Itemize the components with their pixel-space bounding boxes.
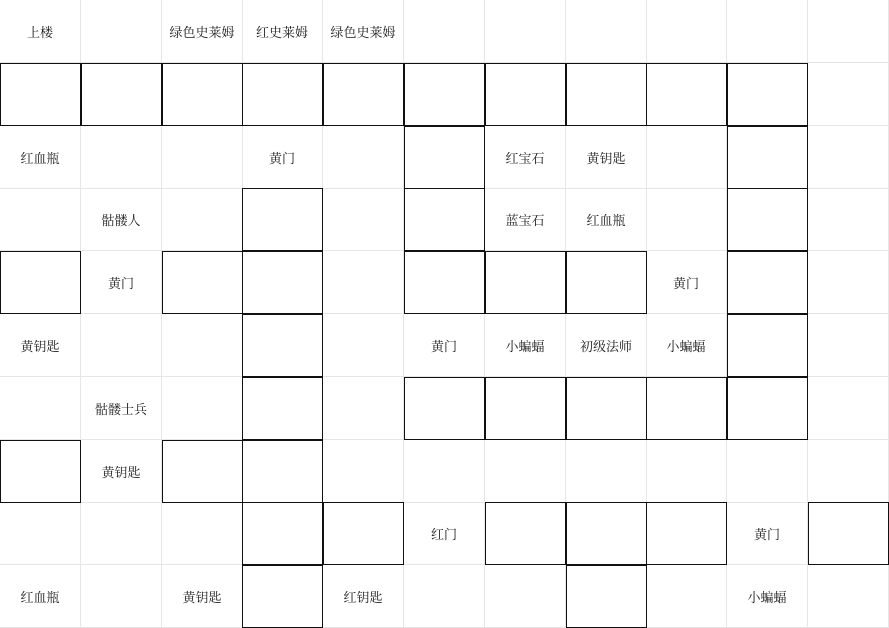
cell-label: 红宝石 [505,151,545,167]
empty-cell [323,188,404,251]
empty-cell [0,377,81,440]
wall-cell [646,502,727,565]
empty-cell [566,440,647,503]
empty-cell [646,0,727,63]
cell-label: 黄钥匙 [586,151,626,167]
wall-cell [81,63,162,126]
cell-label: 蓝宝石 [505,213,545,229]
wall-cell [162,440,243,503]
labeled-cell [81,251,162,314]
labeled-cell [242,126,323,189]
empty-cell [808,565,889,628]
cell-label: 初级法师 [579,339,632,355]
cell-label: 绿色史莱姆 [169,25,235,41]
cell-label: 绿色史莱姆 [330,25,396,41]
empty-cell [646,565,727,628]
labeled-cell [323,565,404,628]
empty-cell [485,0,566,63]
wall-cell [485,377,566,440]
labeled-cell [0,0,81,63]
wall-cell [404,188,485,251]
wall-cell [566,377,647,440]
empty-cell [162,188,243,251]
wall-cell [323,502,404,565]
empty-cell [646,126,727,189]
wall-cell [242,188,323,251]
labeled-cell [566,188,647,251]
empty-cell [323,440,404,503]
cell-label: 小蝙蝠 [666,339,706,355]
cell-label: 黄钥匙 [20,339,60,355]
cell-label: 红钥匙 [343,590,383,606]
wall-cell [808,502,889,565]
empty-cell [566,0,647,63]
cell-label: 红史莱姆 [255,25,308,41]
cell-label: 小蝙蝠 [505,339,545,355]
wall-cell [566,63,647,126]
empty-cell [323,314,404,377]
empty-cell [81,314,162,377]
empty-cell [808,251,889,314]
wall-cell [242,565,323,628]
empty-cell [485,440,566,503]
labeled-cell [566,126,647,189]
cell-label: 黄钥匙 [182,590,222,606]
labeled-cell [727,565,808,628]
wall-cell [646,63,727,126]
empty-cell [0,188,81,251]
labeled-cell [646,251,727,314]
wall-cell [727,377,808,440]
wall-cell [727,126,808,189]
empty-cell [162,502,243,565]
empty-cell [162,126,243,189]
cell-label: 黄门 [430,339,457,355]
wall-cell [566,565,647,628]
empty-cell [485,565,566,628]
empty-cell [808,63,889,126]
wall-cell [242,377,323,440]
wall-cell [242,251,323,314]
wall-cell [727,188,808,251]
wall-cell [242,440,323,503]
wall-cell [485,63,566,126]
wall-cell [162,63,243,126]
wall-cell [646,377,727,440]
labeled-cell [0,565,81,628]
cell-label: 黄门 [672,276,699,292]
wall-cell [0,251,81,314]
cell-label: 小蝙蝠 [747,590,787,606]
empty-cell [808,188,889,251]
wall-cell [727,251,808,314]
wall-cell [242,502,323,565]
wall-cell [162,251,243,314]
cell-label: 红血瓶 [20,151,60,167]
wall-cell [566,251,647,314]
labeled-cell [81,440,162,503]
empty-cell [162,314,243,377]
empty-cell [81,126,162,189]
empty-cell [646,440,727,503]
cell-label: 红血瓶 [20,590,60,606]
wall-cell [727,314,808,377]
empty-cell [81,502,162,565]
cell-label: 红血瓶 [586,213,626,229]
labeled-cell [162,565,243,628]
empty-cell [404,440,485,503]
labeled-cell [81,377,162,440]
labeled-cell [0,126,81,189]
labeled-cell [485,314,566,377]
empty-cell [404,0,485,63]
empty-cell [81,565,162,628]
wall-cell [0,440,81,503]
wall-cell [242,314,323,377]
cell-label: 骷髅人 [101,213,141,229]
empty-cell [323,251,404,314]
cell-label: 红门 [430,527,457,543]
empty-cell [646,188,727,251]
cell-label: 黄门 [268,151,295,167]
labeled-cell [323,0,404,63]
wall-cell [727,63,808,126]
empty-cell [404,565,485,628]
wall-cell [485,251,566,314]
empty-cell [162,377,243,440]
cell-label: 黄门 [107,276,134,292]
cell-label: 黄门 [753,527,780,543]
empty-cell [0,502,81,565]
labeled-cell [242,0,323,63]
wall-cell [404,126,485,189]
wall-cell [404,63,485,126]
cell-label: 黄钥匙 [101,465,141,481]
cell-label: 骷髅士兵 [94,402,147,418]
labeled-cell [566,314,647,377]
labeled-cell [162,0,243,63]
empty-cell [808,0,889,63]
cell-label: 上楼 [26,25,53,41]
labeled-cell [485,126,566,189]
wall-cell [242,63,323,126]
empty-cell [727,0,808,63]
empty-cell [808,440,889,503]
wall-cell [566,502,647,565]
labeled-cell [81,188,162,251]
labeled-cell [0,314,81,377]
labeled-cell [646,314,727,377]
empty-cell [323,377,404,440]
empty-cell [727,440,808,503]
empty-cell [808,126,889,189]
wall-cell [0,63,81,126]
wall-cell [485,502,566,565]
empty-cell [323,126,404,189]
labeled-cell [485,188,566,251]
labeled-cell [727,502,808,565]
empty-cell [808,377,889,440]
wall-cell [404,377,485,440]
empty-cell [81,0,162,63]
wall-cell [404,251,485,314]
labeled-cell [404,502,485,565]
empty-cell [808,314,889,377]
wall-cell [323,63,404,126]
labeled-cell [404,314,485,377]
